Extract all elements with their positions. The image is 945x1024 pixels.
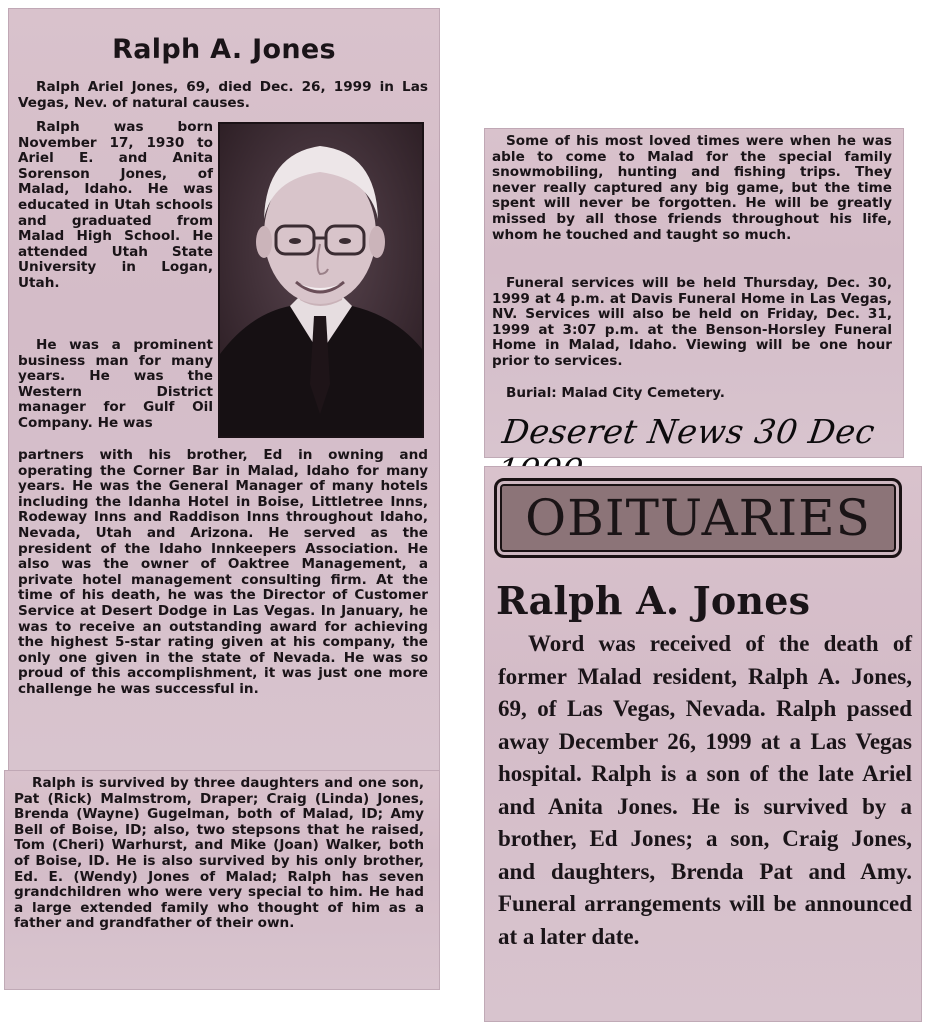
- memories-paragraph: Some of his most loved times were when he was able to come to Malad for the special family snowmobiling, hunting and fishing trips. They never really captured any big game, but the time spent will never be forgotten. He will be greatly missed by all those friends throughout his life, whom he touched and taught so much.: [492, 133, 892, 243]
- main-title: Ralph A. Jones: [112, 34, 336, 65]
- intro-paragraph: Ralph Ariel Jones, 69, died Dec. 26, 1999 in Las Vegas, Nev. of natural causes.: [18, 79, 428, 111]
- business-paragraph: He was a prominent business man for many years. He was the Western District manager for Gulf Oil Company. He was: [18, 337, 213, 431]
- career-paragraph: partners with his brother, Ed in owning and operating the Corner Bar in Malad, Idaho for many years. He was the General Manager of many hotels including the Idanha Hotel in Boise, Littletree Inns, Rodeway Inns and Raddison Inns throughout Idaho, Nevada, Utah and Arizona. He served as the president of the Idaho Innkeepers Association. He also was the owner of Oaktree Management, a private hotel management consulting firm. At the time of his death, he was the Director of Customer Service at Desert Dodge in Las Vegas. In January, he was to receive an outstanding award for achieving the highest 5-star rating given at his company, the only one given in the state of Nevada. He was so proud of this accomplishment, it was just one more challenge he was successful in.: [18, 447, 428, 697]
- short-obituary-body: Word was received of the death of former Malad resident, Ralph A. Jones, 69, of Las Vegas, Nevada. Ralph passed away December 26, 1999 at a Las Vegas hospital. Ralph is a son of the late Ariel and Anita Jones. He is survived by a brother, Ed Jones; a son, Craig Jones, and daughters, Brenda Pat and Amy. Funeral arrangements will be announced at a later date.: [498, 631, 912, 949]
- short-obituary-title: Ralph A. Jones: [496, 578, 811, 623]
- survivors-paragraph: Ralph is survived by three daughters and one son, Pat (Rick) Malmstrom, Draper; Craig (Linda) Jones, Brenda (Wayne) Gugelman, both of Malad, ID; Amy Bell of Boise, ID; also, two stepsons that he raised, Tom (Cheri) Warhurst, and Mike (Joan) Walker, both of Boise, ID. He is also survived by his only brother, Ed. E. (Wendy) Jones of Malad; Ralph has seven grandchildren who were very special to him. He had a large extended family who thought of him as a father and grandfather of their own.: [14, 775, 424, 932]
- portrait-photo: [218, 122, 424, 438]
- bio-paragraph: Ralph was born November 17, 1930 to Ariel E. and Anita Sorenson Jones, of Malad, Idaho. He was educated in Utah schools and graduated from Malad High School. He attended Utah State University in Logan, Utah.: [18, 119, 213, 291]
- short-obituary-clipping: [484, 466, 922, 1022]
- survivors-clipping: [4, 770, 440, 990]
- portrait-illustration: [220, 124, 422, 436]
- services-clipping: [484, 128, 904, 458]
- burial-line: Burial: Malad City Cemetery.: [506, 385, 725, 401]
- obituaries-banner: [494, 478, 902, 558]
- services-paragraph: Funeral services will be held Thursday, Dec. 30, 1999 at 4 p.m. at Davis Funeral Home in Las Vegas, NV. Services will also be held on Friday, Dec. 31, 1999 at 3:07 p.m. at the Benson-Horsley Funeral Home in Malad, Idaho. Viewing will be one hour prior to services.: [492, 275, 892, 369]
- obituaries-banner-text: OBITUARIES: [525, 489, 871, 547]
- handwritten-source-note: Deseret News 30 Dec: [500, 412, 878, 451]
- main-obituary-clipping: [8, 8, 440, 778]
